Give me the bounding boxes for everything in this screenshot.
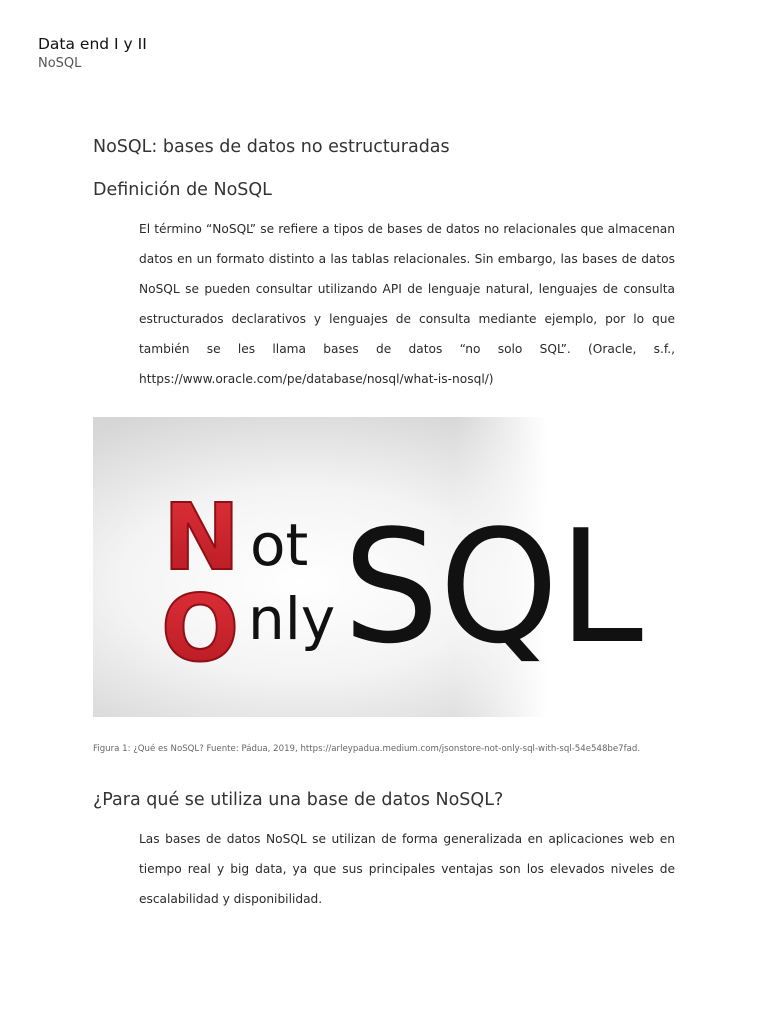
figure-caption: Figura 1: ¿Qué es NoSQL? Fuente: Pádua, 2019, https://arleypadua.medium.com/jsonstore-not-only-sql-with-sql-54e548be7fad.	[93, 744, 641, 754]
usage-paragraph: Las bases de datos NoSQL se utilizan de forma generalizada en aplicaciones web en tiempo real y big data, ya que sus principales ventajas son los elevados niveles de escalabilidad y disponibilidad.	[139, 832, 675, 906]
header-subtitle: NoSQL	[38, 56, 82, 71]
page-header	[38, 34, 147, 73]
logo-letter-n: N	[163, 484, 240, 591]
document-title: NoSQL: bases de datos no estructuradas	[93, 137, 450, 157]
logo-word-not: ot	[250, 511, 309, 579]
nosql-logo-image	[93, 417, 675, 717]
section-heading-usage: ¿Para qué se utiliza una base de datos NoSQL?	[93, 790, 504, 810]
section-heading-definition: Definición de NoSQL	[93, 180, 272, 200]
logo-word-only: nly	[248, 585, 336, 653]
nosql-logo-figure	[93, 417, 675, 717]
logo-word-sql: SQL	[343, 496, 644, 678]
header-title: Data end I y II	[38, 35, 147, 53]
definition-paragraph: El término “NoSQL” se refiere a tipos de bases de datos no relacionales que almacenan datos en un formato distinto a las tablas relacionales. Sin embargo, las bases de datos NoSQL se pueden consultar utilizando API de lenguaje natural, lenguajes de consulta estructurados declarativos y lenguajes de consulta mediante ejemplo, por lo que también se les llama bases de datos “no solo SQL”. (Oracle, s.f., https://www.oracle.com/pe/database/nosql/what-is-nosql/)	[139, 222, 675, 386]
logo-letter-o: O	[161, 575, 240, 682]
